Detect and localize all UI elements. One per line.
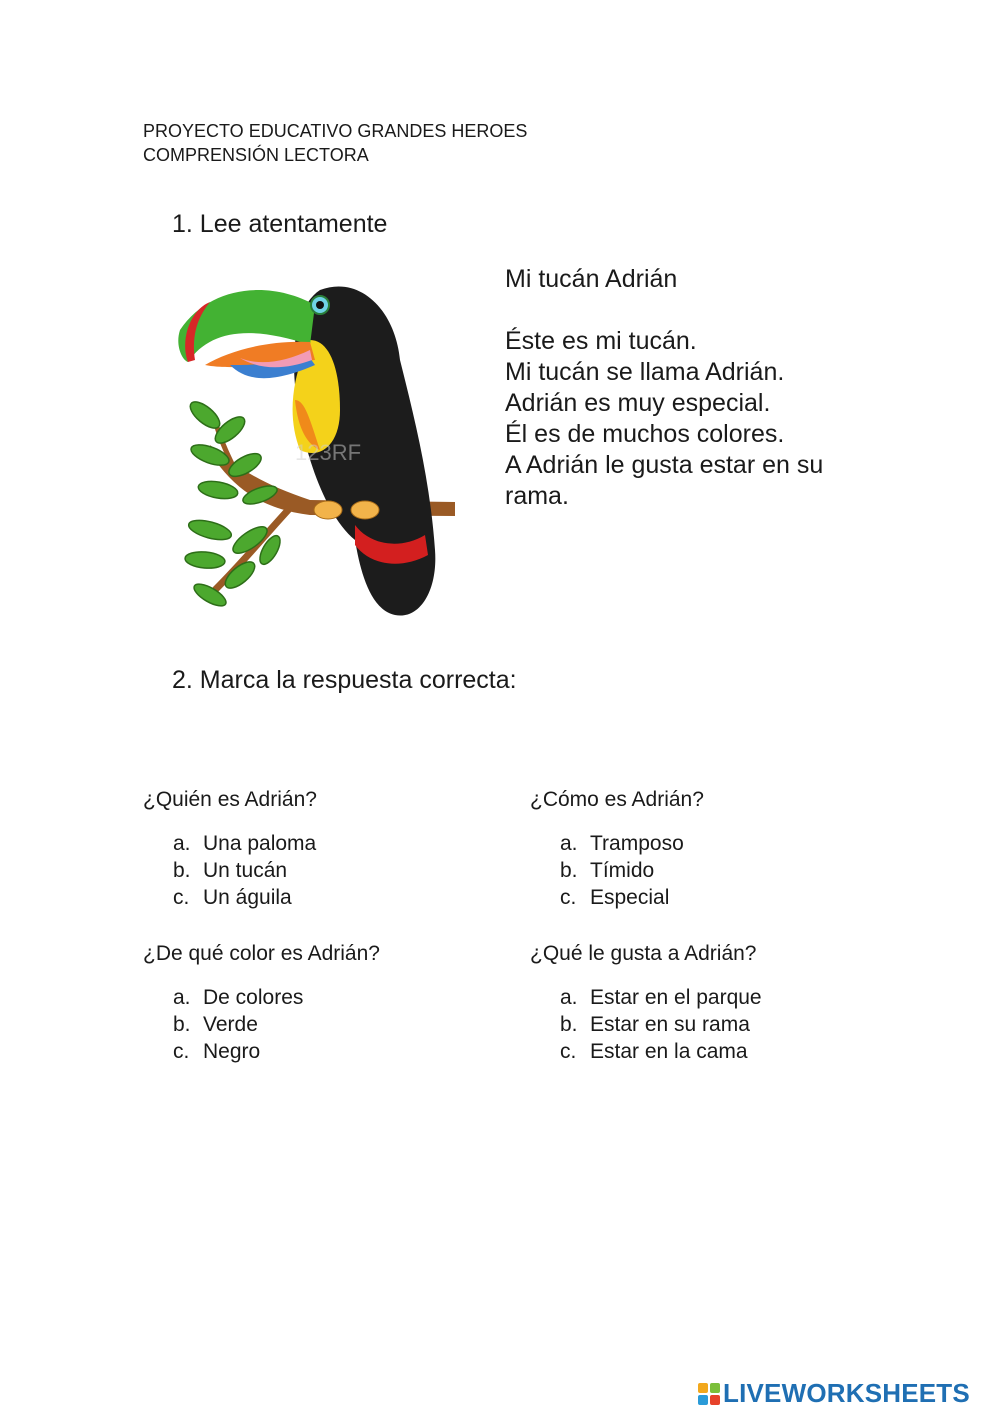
reading-passage — [505, 264, 885, 512]
header-project: PROYECTO EDUCATIVO GRANDES HEROES — [143, 121, 528, 141]
logo-icon — [698, 1383, 720, 1405]
answer-option[interactable]: c. Especial — [560, 886, 670, 909]
story-line: A Adrián le gusta estar en su rama. — [505, 451, 824, 510]
section-1-title: 1. Lee atentamente — [172, 210, 388, 238]
image-watermark: 123RF — [295, 440, 362, 465]
answer-option[interactable]: a. Una paloma — [173, 832, 317, 855]
question-how — [530, 786, 890, 911]
header-subject: COMPRENSIÓN LECTORA — [143, 145, 369, 165]
question-text: ¿Quién es Adrián? — [143, 788, 317, 811]
answer-option[interactable]: c. Un águila — [173, 886, 292, 909]
answer-option[interactable]: b. Estar en su rama — [560, 1013, 750, 1036]
toucan-illustration-icon — [170, 270, 470, 625]
answer-option[interactable]: b. Tímido — [560, 859, 655, 882]
story-line: Mi tucán se llama Adrián. — [505, 358, 785, 386]
question-text: ¿Cómo es Adrián? — [530, 788, 704, 811]
question-text: ¿Qué le gusta a Adrián? — [530, 942, 757, 965]
worksheet-header — [143, 119, 527, 167]
story-title: Mi tucán Adrián — [505, 265, 678, 293]
question-color — [143, 940, 503, 1065]
question-who — [143, 786, 503, 911]
logo-text: LIVEWORKSHEETS — [723, 1378, 970, 1408]
answer-option[interactable]: b. Un tucán — [173, 859, 288, 882]
section-2-title: 2. Marca la respuesta correcta: — [172, 666, 517, 694]
story-line: Él es de muchos colores. — [505, 420, 785, 448]
answer-option[interactable]: a. Estar en el parque — [560, 986, 762, 1009]
answer-option[interactable]: c. Estar en la cama — [560, 1040, 748, 1063]
question-likes — [530, 940, 890, 1065]
story-line: Adrián es muy especial. — [505, 389, 771, 417]
answer-option[interactable]: b. Verde — [173, 1013, 258, 1036]
answer-option[interactable]: c. Negro — [173, 1040, 261, 1063]
liveworksheets-logo — [698, 1378, 970, 1409]
story-line: Éste es mi tucán. — [505, 327, 697, 355]
answer-option[interactable]: a. De colores — [173, 986, 304, 1009]
question-text: ¿De qué color es Adrián? — [143, 942, 380, 965]
answer-option[interactable]: a. Tramposo — [560, 832, 684, 855]
